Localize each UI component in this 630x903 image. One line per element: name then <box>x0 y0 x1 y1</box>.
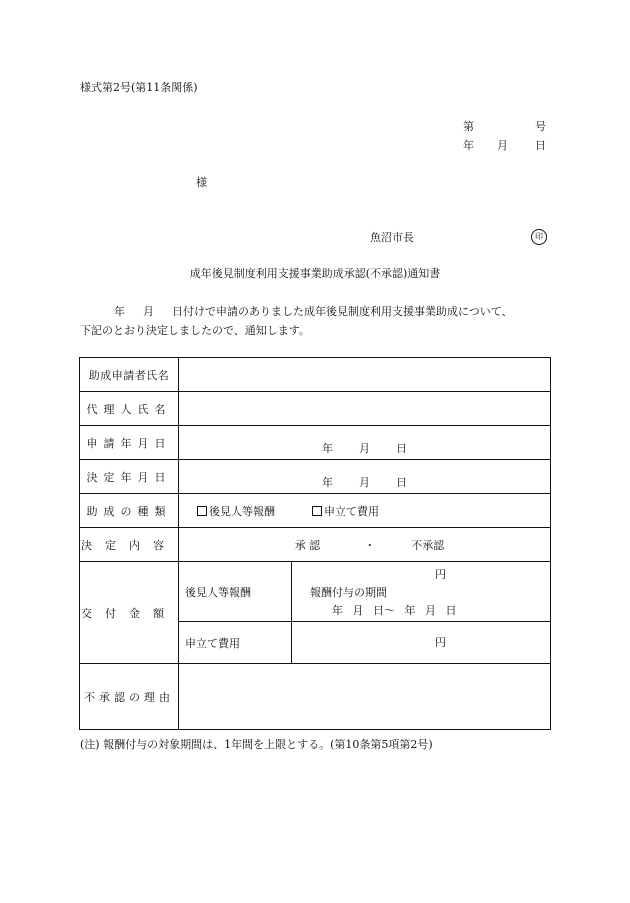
table-row <box>80 392 551 426</box>
checkbox-icon[interactable] <box>312 506 322 516</box>
document-title: 成年後見制度利用支援事業助成承認(不承認)通知書 <box>189 267 441 280</box>
footnote: (注) 報酬付与の対象期間は、1年間を上限とする。(第10条第5項第2号) <box>80 738 433 751</box>
payment-period-dates: 年 月 日〜 年 月 日 <box>332 604 457 617</box>
decision-content-field <box>179 528 551 562</box>
document-number-prefix: 第 <box>463 120 474 133</box>
body-text-rest: 日付けで申請のありました成年後見制度利用支援事業助成について、 <box>172 305 513 318</box>
issue-date-month: 月 <box>497 139 508 152</box>
date-year: 年 <box>322 441 333 455</box>
filing-fee-amount-field[interactable] <box>292 622 551 664</box>
document-number-suffix: 号 <box>535 120 546 133</box>
table-row <box>80 562 551 622</box>
body-text-line2: 下記のとおり決定しましたので、通知します。 <box>80 324 310 337</box>
form-number-label: 様式第2号(第11条関係) <box>80 81 198 94</box>
application-date-field[interactable] <box>179 426 551 460</box>
grant-option-compensation-label: 後見人等報酬 <box>209 504 275 518</box>
payment-period-label: 報酬付与の期間 <box>310 586 387 599</box>
date-day: 日 <box>396 441 407 455</box>
option-separator: ・ <box>364 538 376 552</box>
applicant-name-field[interactable] <box>179 358 551 392</box>
date-month: 月 <box>359 441 370 455</box>
reject-option[interactable]: 不承認 <box>411 538 445 552</box>
agent-name-field[interactable] <box>179 392 551 426</box>
grant-option-compensation[interactable] <box>197 505 275 518</box>
issue-date-day: 日 <box>535 139 546 152</box>
grant-type-label: 助成の種類 <box>80 494 179 528</box>
yen-unit: 円 <box>435 568 446 581</box>
grant-option-filing-fee-label: 申立て費用 <box>324 504 379 518</box>
compensation-label: 後見人等報酬 <box>179 562 292 622</box>
date-month: 月 <box>359 475 370 489</box>
decision-content-label: 決定内容 <box>80 528 179 562</box>
approve-option[interactable]: 承 認 <box>294 538 321 552</box>
compensation-amount-field[interactable] <box>292 562 551 622</box>
issuer-mayor: 魚沼市長 <box>370 231 414 244</box>
recipient-honorific: 様 <box>196 176 207 189</box>
refusal-reason-label: 不承認の理由 <box>80 664 179 730</box>
issue-date-year: 年 <box>463 139 474 152</box>
date-year: 年 <box>322 475 333 489</box>
body-text-line1 <box>80 306 513 317</box>
yen-unit: 円 <box>435 636 446 649</box>
grant-type-field <box>179 494 551 528</box>
refusal-reason-field[interactable] <box>179 664 551 730</box>
checkbox-icon[interactable] <box>197 506 207 516</box>
date-day: 日 <box>396 475 407 489</box>
table-row <box>80 358 551 392</box>
seal-icon: 印 <box>531 229 547 245</box>
body-year: 年 <box>114 305 125 318</box>
payment-amount-label: 交付金額 <box>80 562 179 664</box>
table-row <box>80 494 551 528</box>
agent-name-label: 代理人氏名 <box>80 392 179 426</box>
filing-fee-label: 申立て費用 <box>179 622 292 664</box>
table-row <box>80 426 551 460</box>
decision-date-label: 決定年月日 <box>80 460 179 494</box>
applicant-name-label: 助成申請者氏名 <box>80 358 179 392</box>
application-date-label: 申請年月日 <box>80 426 179 460</box>
table-row <box>80 460 551 494</box>
decision-table <box>79 357 551 730</box>
decision-date-field[interactable] <box>179 460 551 494</box>
table-row <box>80 664 551 730</box>
body-month: 月 <box>143 305 154 318</box>
table-row <box>80 528 551 562</box>
grant-option-filing-fee[interactable] <box>312 505 379 518</box>
